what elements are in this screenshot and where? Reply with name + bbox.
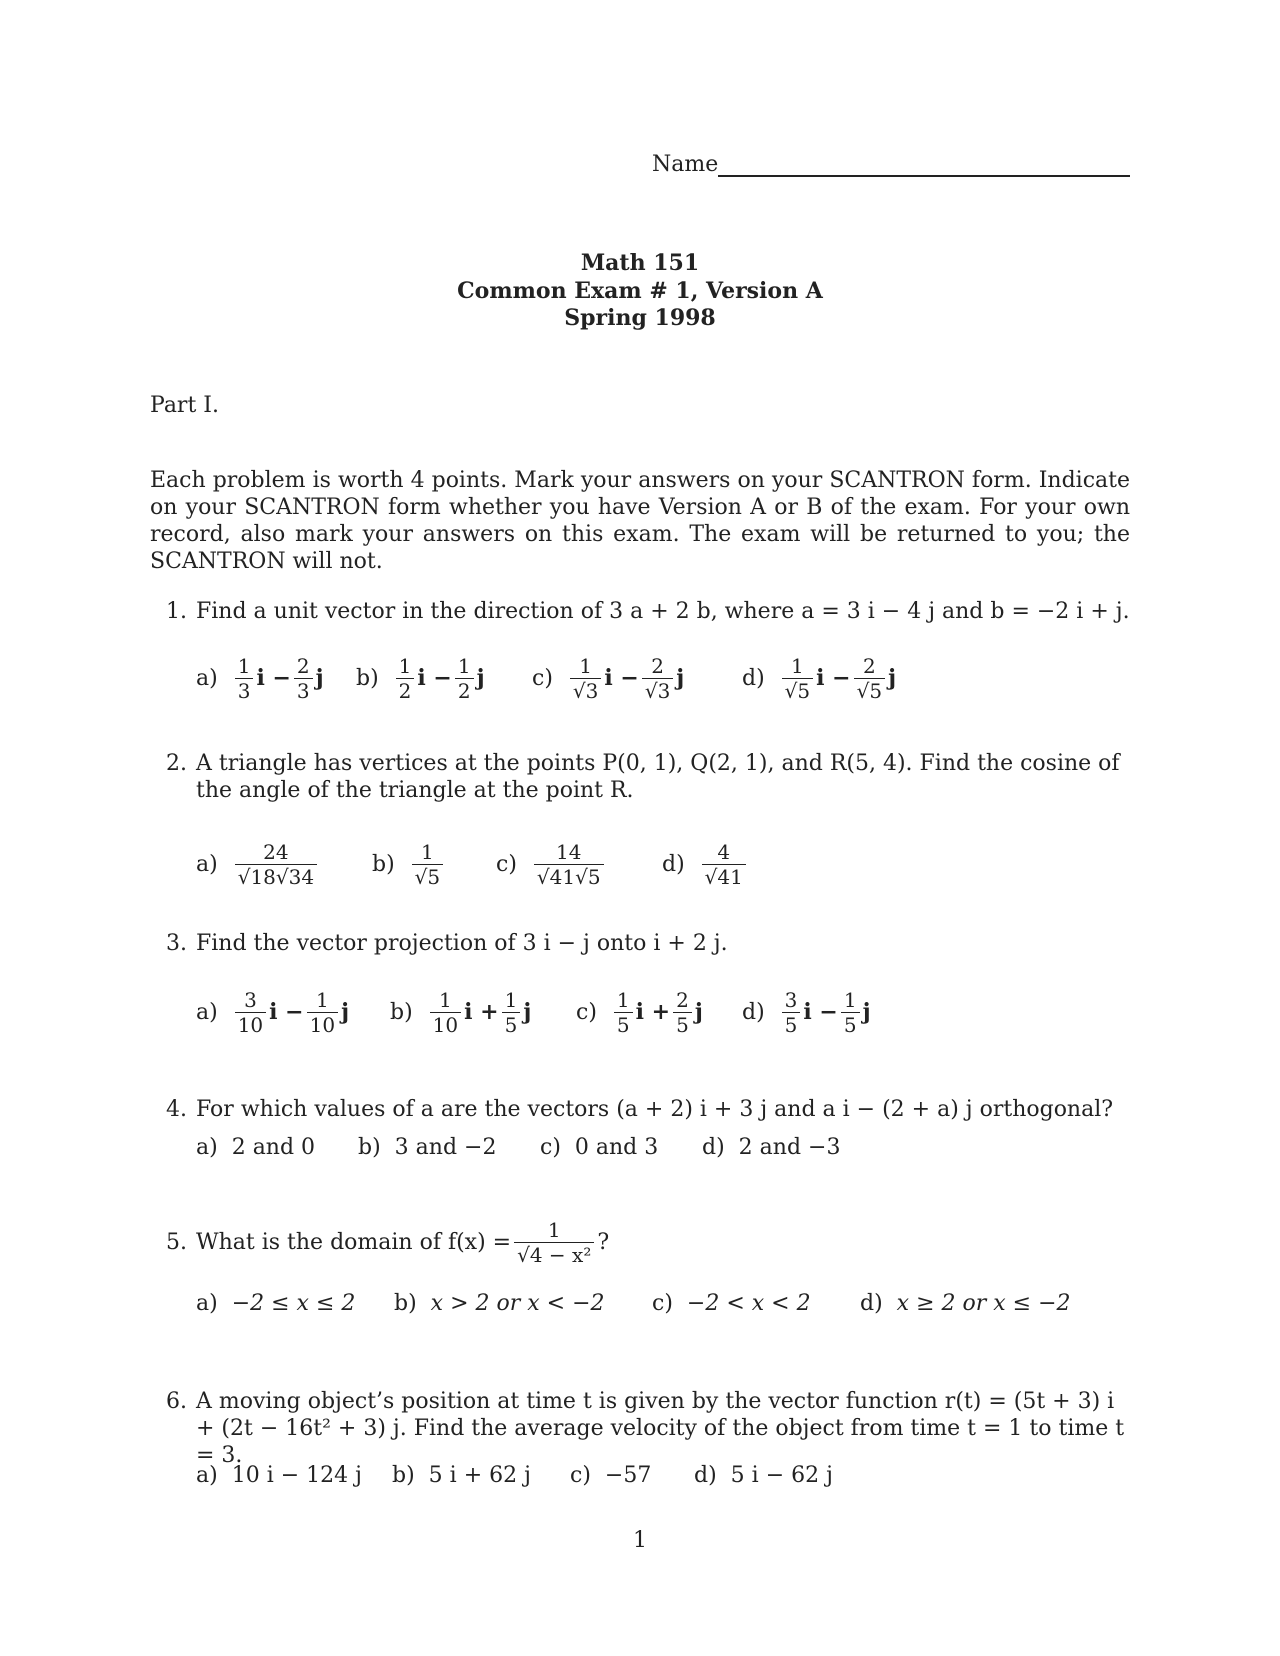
option-c[interactable]: c) $\frac{14}{√41√5}$: [496, 842, 662, 887]
option-b[interactable]: b) 5 i + 62 j: [392, 1462, 531, 1488]
name-label: Name: [652, 152, 719, 177]
option-d[interactable]: d) $\frac{4}{√41}$: [662, 842, 749, 887]
option-d[interactable]: d) $\frac{1}{√5}$ i − $\frac{2}{√5}$ j: [742, 653, 897, 703]
option-c[interactable]: c) $\frac{1}{5}$ i + $\frac{2}{5}$ j: [576, 987, 703, 1037]
instructions: Each problem is worth 4 points. Mark your answers on your SCANTRON form. Indicate on your SCANTRON form whether you have Version A or B of the exam. For your own record, also mark your answers on this exam. The exam will be returned to you; the SCANTRON will not.: [150, 468, 1130, 574]
option-a[interactable]: a) $\frac{1}{3}$ i − $\frac{2}{3}$ j: [196, 653, 324, 703]
option-c[interactable]: c) $\frac{1}{√3}$ i − $\frac{2}{√3}$ j: [532, 653, 685, 703]
question-3: [166, 930, 1130, 957]
question-text: For which values of a are the vectors (a + 2) i + 3 j and a i − (2 + a) j orthogonal?: [196, 1097, 1114, 1122]
option-a[interactable]: a) 2 and 0: [196, 1134, 316, 1160]
option-c[interactable]: c) −2 < x < 2: [652, 1290, 811, 1316]
option-d[interactable]: d) 2 and −3: [702, 1134, 841, 1160]
options-q3: [196, 984, 871, 1040]
option-a[interactable]: a) 10 i − 124 j: [196, 1462, 362, 1488]
options-q4: [196, 1130, 840, 1164]
domain-fraction: $\frac{1}{\text{√4 − x²}}$: [514, 1220, 594, 1265]
exam-term: Spring 1998: [564, 305, 716, 331]
option-a[interactable]: a) $\frac{24}{√18√34}$: [196, 842, 372, 887]
question-text: A moving object’s position at time t is given by the vector function r(t) = (5t + 3) i + (2t − 16t² + 3) j. Find the average velocity of the object from time t = 1 to time t = 3.: [196, 1389, 1125, 1468]
option-d[interactable]: d) 5 i − 62 j: [694, 1462, 833, 1488]
exam-title: Common Exam # 1, Version A: [457, 278, 823, 304]
question-number: 3.: [166, 931, 187, 956]
question-number: 1.: [166, 599, 187, 624]
question-text: Find the vector projection of 3 i − j onto i + 2 j.: [196, 931, 728, 956]
name-blank-line[interactable]: [718, 175, 1130, 177]
option-d[interactable]: d) $\frac{3}{5}$ i − $\frac{1}{5}$ j: [742, 987, 871, 1037]
option-a[interactable]: a) $\frac{3}{10}$ i − $\frac{1}{10}$ j: [196, 987, 350, 1037]
option-d[interactable]: d) x ≥ 2 or x ≤ −2: [860, 1290, 1071, 1316]
option-c[interactable]: c) 0 and 3: [540, 1134, 659, 1160]
option-b[interactable]: b) $\frac{1}{2}$ i − $\frac{1}{2}$ j: [356, 653, 485, 703]
question-1: [166, 598, 1130, 625]
options-q1: [196, 650, 896, 706]
option-b[interactable]: b) x > 2 or x < −2: [394, 1290, 605, 1316]
question-number: 6.: [166, 1389, 187, 1414]
options-q5: [196, 1286, 1071, 1320]
option-b[interactable]: b) $\frac{1}{√5}$: [372, 842, 496, 887]
question-number: 5.: [166, 1230, 187, 1255]
option-b[interactable]: b) $\frac{1}{10}$ i + $\frac{1}{5}$ j: [390, 987, 532, 1037]
page-number: 1: [633, 1528, 647, 1553]
options-q2: [196, 836, 749, 892]
options-q6: [196, 1458, 833, 1492]
question-4: [166, 1096, 1130, 1123]
question-text: What is the domain of f(x) =: [196, 1230, 512, 1255]
question-number: 2.: [166, 751, 187, 776]
question-2: [166, 750, 1130, 804]
question-5: 5. What is the domain of f(x) = $\frac{1}{\text{√4 − x²}}$ ?: [166, 1218, 610, 1267]
question-number: 4.: [166, 1097, 187, 1122]
option-a[interactable]: a) −2 ≤ x ≤ 2: [196, 1290, 356, 1316]
question-6: [166, 1388, 1130, 1469]
option-b[interactable]: b) 3 and −2: [358, 1134, 497, 1160]
course-title: Math 151: [580, 250, 700, 276]
question-text: Find a unit vector in the direction of 3 a + 2 b, where a = 3 i − 4 j and b = −2 i + j.: [196, 599, 1130, 624]
question-text: A triangle has vertices at the points P(0, 1), Q(2, 1), and R(5, 4). Find the cosine of the angle of the triangle at the point R.: [196, 751, 1120, 803]
part-label: Part I.: [150, 393, 219, 418]
option-c[interactable]: c) −57: [570, 1462, 652, 1488]
